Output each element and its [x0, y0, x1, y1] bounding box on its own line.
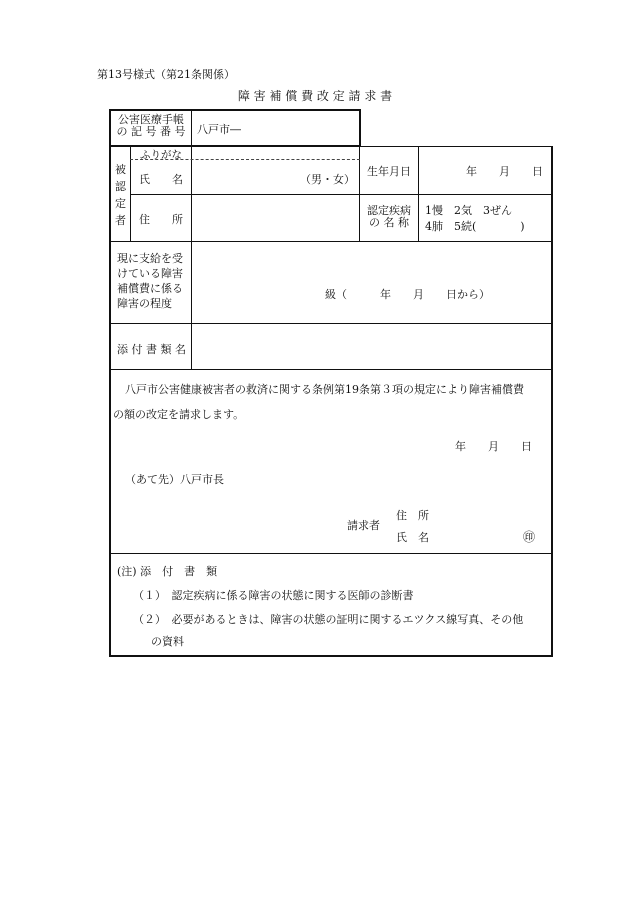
record-label-line2: の 記 号 番 号 — [116, 125, 186, 138]
table-border-top — [109, 109, 360, 111]
notes-divider — [109, 553, 552, 554]
disease-options[interactable] — [425, 203, 525, 235]
table-border-bottom — [109, 655, 553, 657]
grade-label-line1: 現に支給を受 — [117, 252, 183, 265]
notes-item2-line1: （２） 必要があるときは、障害の状態の証明に関するエツクス線写真、その他 — [133, 613, 524, 626]
certified-person-label — [111, 161, 130, 229]
statement-date[interactable]: 年 月 日 — [455, 440, 532, 453]
disease-options-line2: 4肺 5続( ) — [425, 220, 525, 233]
disease-options-line1: 1慢 2気 3ぜん — [425, 204, 512, 217]
name-row-bottom — [130, 194, 552, 195]
claimant-name-label: 氏 名 — [396, 531, 429, 544]
dob-label: 生年月日 — [367, 165, 411, 178]
disease-label — [360, 205, 418, 229]
attachments-label: 添 付 書 類 名 — [117, 343, 186, 356]
form-number: 第13号様式（第21条関係） — [97, 68, 235, 81]
grade-row-bottom — [109, 323, 552, 324]
grade-value[interactable]: 級（ 年 月 日から） — [325, 288, 490, 301]
attachments-col-divider — [191, 323, 192, 370]
grade-label-line2: けている障害 — [117, 267, 183, 280]
certified-char-2: 認 — [115, 180, 126, 193]
address-label: 住 所 — [139, 213, 183, 226]
grade-label-line4: 障害の程度 — [117, 297, 172, 310]
record-label — [111, 114, 191, 138]
seal-mark: ㊞ — [523, 530, 536, 544]
grade-label — [117, 251, 183, 311]
grade-label-line3: 補償費に係る — [117, 282, 183, 295]
table-border-right — [551, 146, 553, 656]
disease-label-line2: の 名 称 — [369, 216, 409, 229]
certified-char-4: 者 — [115, 214, 126, 227]
grade-col-divider — [191, 241, 192, 324]
claimant-address-label: 住 所 — [396, 509, 429, 522]
attachments-row-bottom — [109, 369, 552, 370]
notes-heading: (注) 添 付 書 類 — [117, 565, 218, 578]
dob-value[interactable]: 年 月 日 — [466, 165, 543, 178]
form-title: 障 害 補 償 費 改 定 請 求 書 — [237, 89, 393, 103]
name-label: 氏 名 — [139, 173, 183, 186]
notes-item2-line2: の資料 — [151, 635, 184, 648]
furigana-label: ふりがな — [140, 149, 182, 161]
sex-label[interactable]: （男・女） — [300, 173, 355, 186]
statement-line2: の額の改定を請求します。 — [113, 408, 245, 421]
record-box-right — [359, 109, 361, 146]
table-border-top-right — [359, 146, 553, 147]
record-value[interactable]: 八戸市― — [197, 123, 241, 136]
certified-section-bottom — [109, 241, 552, 242]
notes-item1: （１） 認定疾病に係る障害の状態に関する医師の診断書 — [133, 589, 414, 602]
certified-char-3: 定 — [115, 197, 126, 210]
record-label-line1: 公害医療手帳 — [118, 113, 184, 126]
record-col-divider — [191, 109, 192, 146]
disease-label-line1: 認定疾病 — [367, 204, 411, 217]
claimant-label: 請求者 — [347, 519, 380, 532]
statement-line1: 八戸市公害健康被害者の救済に関する条例第19条第３項の規定により障害補償費 — [125, 383, 524, 396]
addressee: （あて先）八戸市長 — [125, 473, 224, 486]
certified-char-1: 被 — [115, 163, 126, 176]
